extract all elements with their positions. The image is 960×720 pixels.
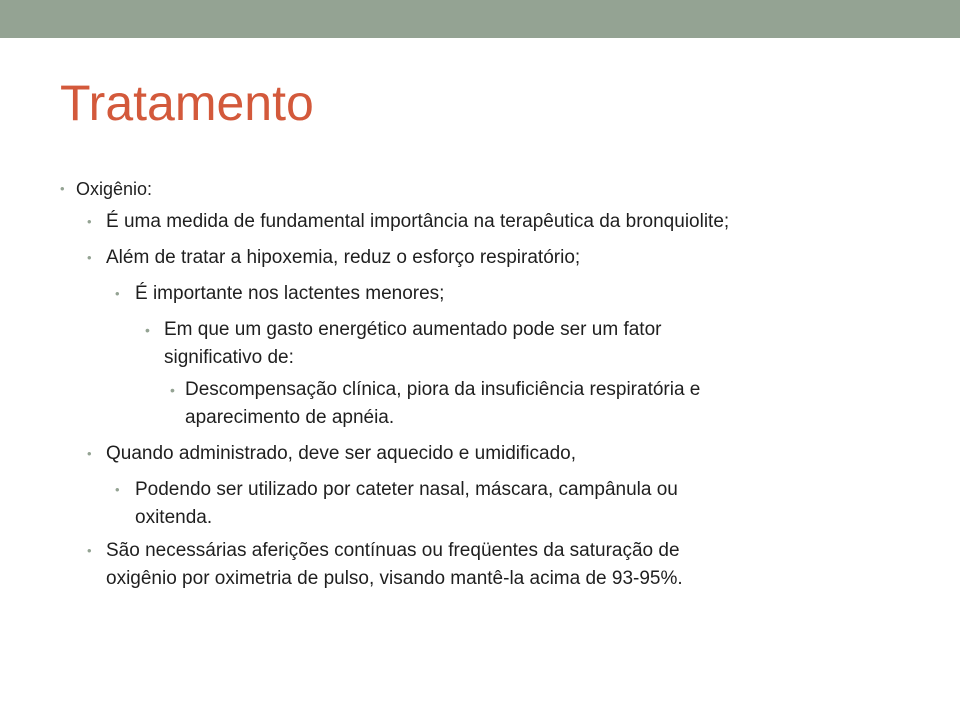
bullet-dot-icon: • bbox=[60, 181, 65, 196]
bullet-text: Oxigênio: bbox=[76, 179, 153, 199]
bullet-text: Além de tratar a hipoxemia, reduz o esforço respiratório; bbox=[106, 247, 581, 268]
bullet-dot-icon: • bbox=[87, 446, 92, 461]
bullet-item bbox=[87, 208, 729, 236]
bullet-item bbox=[87, 537, 683, 593]
bullet-dot-icon: • bbox=[87, 543, 92, 558]
bullet-dot-icon: • bbox=[87, 250, 92, 265]
bullet-item bbox=[170, 376, 700, 432]
bullet-dot-icon: • bbox=[115, 286, 120, 301]
bullet-item bbox=[60, 175, 152, 203]
bullet-dot-icon: • bbox=[145, 322, 150, 338]
bullet-dot-icon: • bbox=[170, 382, 175, 398]
bullet-text-line: oxitenda. bbox=[135, 507, 213, 528]
bullet-text-line: significativo de: bbox=[164, 347, 294, 368]
slide-title: Tratamento bbox=[60, 75, 314, 131]
bullet-item bbox=[115, 280, 444, 308]
bullet-text: É importante nos lactentes menores; bbox=[135, 283, 445, 304]
bullet-item bbox=[87, 440, 576, 468]
bullet-item bbox=[145, 316, 661, 372]
bullet-dot-icon: • bbox=[115, 482, 120, 497]
bullet-text-line: aparecimento de apnéia. bbox=[185, 407, 395, 428]
bullet-text-line: São necessárias aferições contínuas ou freqüentes da saturação de bbox=[106, 540, 680, 561]
bullet-item bbox=[115, 476, 678, 532]
bullet-text: Quando administrado, deve ser aquecido e umidificado, bbox=[106, 443, 577, 464]
bullet-text-line: Podendo ser utilizado por cateter nasal, máscara, campânula ou bbox=[135, 479, 678, 500]
bullet-item bbox=[87, 244, 580, 272]
bullet-text-line: Descompensação clínica, piora da insuficiência respiratória e bbox=[185, 379, 701, 400]
bullet-text-line: Em que um gasto energético aumentado pode ser um fator bbox=[164, 319, 662, 340]
bullet-text: É uma medida de fundamental importância na terapêutica da bronquiolite; bbox=[106, 211, 730, 232]
bullet-text-line: oxigênio por oximetria de pulso, visando mantê-la acima de 93-95%. bbox=[106, 568, 683, 589]
bullet-dot-icon: • bbox=[87, 214, 92, 229]
